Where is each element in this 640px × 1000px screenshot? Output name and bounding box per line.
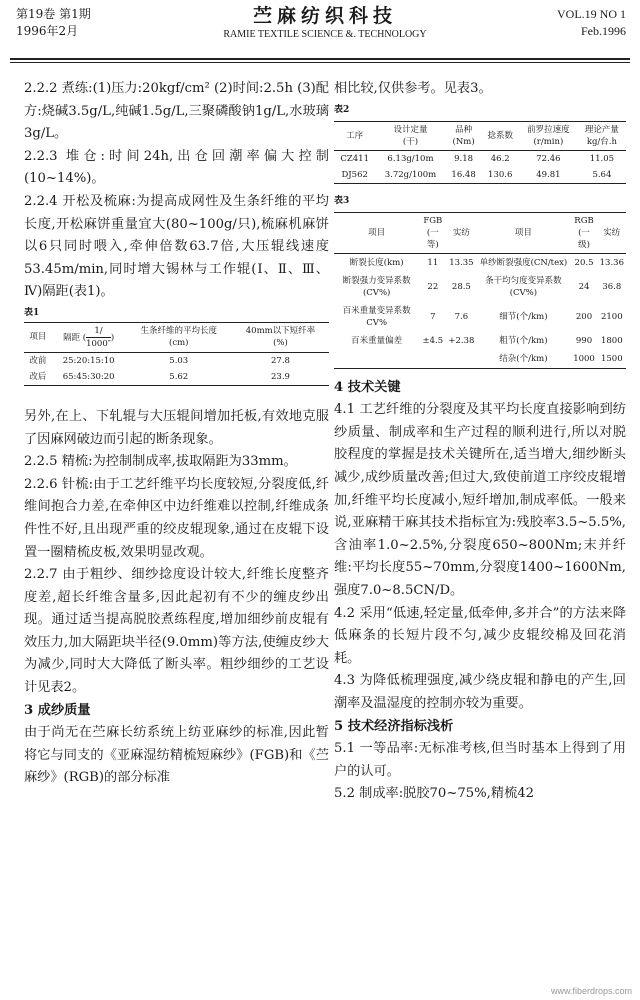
table3-header-label: FGB <box>423 215 443 226</box>
section-heading-3: 3 成纱质量 <box>24 702 91 718</box>
table-cell: 断裂长度(km) <box>349 257 404 268</box>
paragraph-2-2-2: 2.2.2 煮练:(1)压力:20kgf/cm² (2)时间:2.5h (3)配方:烧碱3.5g/L,纯碱1.5g/L,三聚磷酸钠1g/L,水玻璃3g/L。 <box>24 81 329 142</box>
date-cn: 1996年2月 <box>16 24 79 38</box>
section-heading-5: 5 技术经济指标浅析 <box>334 718 454 734</box>
table-cell: 3.72g/100m <box>384 169 437 180</box>
table-cell: 36.8 <box>602 281 622 292</box>
table-cell: 23.9 <box>271 371 290 382</box>
header-rule <box>10 58 630 60</box>
paragraph-3-body: 由于尚无在苎麻长纺系统上纺亚麻纱的标准,因此暂将它与同支的《亚麻湿纺精梳短麻纱》(FGB)和《苎麻纱》(RGB)的部分标准 <box>24 725 329 786</box>
vol-issue-cn: 第19卷 第1期 <box>16 7 91 21</box>
paragraph-2-2-3: 2.2.3 堆仓:时间24h,出仓回潮率偏大控制(10~14%)。 <box>24 148 329 187</box>
fraction-numerator: 1/ <box>86 325 111 338</box>
table-cell: 990 <box>575 335 593 346</box>
table2-header-unit: kg/台.h <box>586 136 617 147</box>
table-cell: 49.81 <box>536 169 561 180</box>
paragraph-4-1: 4.1 工艺纤维的分裂度及其平均长度直接影响到纺纱质量、制成率和生产过程的顺利进行,所以对脱胶程度的掌握是技术关键所在,适当增大,细纱断头减少,成纱质量改善;但过大,致使前道工序绞皮辊增加,纤维平均长度减小,短纤增加,制成率低。一般来说,亚麻精干麻其技术指标宜为:残胶率3.5~5.5%,含油率1.0~2.5%,分裂度650~800Nm;末并纤维:平均长度55~70mm,分裂度1400~1600Nm,强度7.0~8.5CN/D。 <box>334 402 626 598</box>
table-row <box>334 302 626 332</box>
issue-info-en <box>557 6 626 40</box>
header-rule-thin <box>10 62 630 63</box>
paragraph-2-2-6: 2.2.6 针梳:由于工艺纤维平均长度较短,分裂度低,纤维间抱合力差,在牵伸区中边纤维难以控制,纤维成条件性不好,且出现严重的绞皮辊现象,通过在皮辊下设置一圈精梳皮板,效果明显改观。 <box>24 476 329 560</box>
table-cell: 16.48 <box>451 169 476 180</box>
table-cell: +2.38 <box>448 335 475 346</box>
table-cell: 改后 <box>29 371 47 382</box>
table-cell: 200 <box>575 311 593 322</box>
table2-header <box>482 121 519 150</box>
table3-header <box>334 212 419 253</box>
table-cell: ±4.5 <box>422 335 444 346</box>
table3-header-label: 实纺 <box>603 227 621 238</box>
table-cell: 改前 <box>29 355 47 366</box>
table3-header-label: 项目 <box>514 227 532 238</box>
date-en: Feb.1996 <box>581 24 626 38</box>
table-row <box>24 369 329 386</box>
table-cell: 9.18 <box>454 153 474 164</box>
left-column <box>24 78 329 790</box>
paragraph-2-2-4: 2.2.4 开松及梳麻:为提高成网性及生条纤维的平均长度,开松麻饼重量宜大(80~100g/只),梳麻机麻饼以6只同时喂入,牵伸倍数63.7倍,大压辊线速度53.45m/min,同时增大锡林与工作辊(Ⅰ、Ⅱ、Ⅲ、Ⅳ)隔距(表1)。 <box>24 193 329 300</box>
table-cell: 5.03 <box>169 355 189 366</box>
paragraph-2-2-5: 2.2.5 精梳:为控制制成率,拔取隔距为33mm。 <box>24 454 297 470</box>
table-cell: 5.62 <box>169 371 189 382</box>
table-cell: 13.35 <box>449 257 474 268</box>
table2-caption: 表2 <box>334 104 350 115</box>
paragraph-5-1: 5.1 一等品率:无标准考核,但当时基本上得到了用户的认可。 <box>334 741 626 779</box>
table-cell: 5.64 <box>592 169 612 180</box>
table2-header-label: 捻系数 <box>487 130 513 141</box>
table3-header-label: 实纺 <box>452 227 470 238</box>
paragraph-4-3: 4.3 为降低梳理强度,减少绕皮辊和静电的产生,回潮率及温湿度的控制亦较为重要。 <box>334 673 626 711</box>
table-cell: 百米重量偏差 <box>351 335 403 346</box>
table2 <box>334 121 626 184</box>
table3-subhead: (一等) <box>426 227 439 250</box>
table1-header-len-label: 生条纤维的平均长度 <box>140 326 217 337</box>
table2-header-label: 理论产量 <box>584 124 619 135</box>
table-cell: 7 <box>430 311 436 322</box>
table-cell: 65:45:30:20 <box>62 371 115 382</box>
table3-caption: 表3 <box>334 195 350 206</box>
table3-header <box>598 212 626 253</box>
table-cell: 11.05 <box>589 153 615 164</box>
table-cell <box>446 350 476 369</box>
table-cell: 细节(个/km) <box>499 311 548 322</box>
table-row <box>334 150 626 167</box>
table2-header <box>446 121 482 150</box>
table2-header-label: 前罗拉速度 <box>527 124 570 135</box>
table1-header-gap: 隔距 ( $\frac{1/}{1000''}$) <box>63 325 115 349</box>
paragraph-continued: 相比较,仅供参考。见表3。 <box>334 81 492 96</box>
table-cell: 1000 <box>573 353 595 364</box>
table2-header-unit: (干) <box>402 136 419 147</box>
table-cell: 6.13g/10m <box>387 153 434 164</box>
vol-issue-en: VOL.19 NO 1 <box>557 7 626 21</box>
table1-header-short <box>232 322 329 352</box>
table-cell: 72.46 <box>536 153 561 164</box>
table-cell: 27.8 <box>271 355 290 366</box>
table-cell: 7.6 <box>454 311 469 322</box>
table-cell: 条干均匀度变异系数(CV%) <box>485 275 562 298</box>
table-cell: 22 <box>427 281 439 292</box>
table-cell: 百米重量变异系数CV% <box>342 305 411 328</box>
table-row <box>334 253 626 272</box>
table1-header-item: 项目 <box>29 332 47 343</box>
table1-header-short-label: 40mm以下短纤率 <box>245 326 316 337</box>
table2-header-label: 工序 <box>346 130 364 141</box>
table1-header-gap-label: 隔距 <box>63 332 81 343</box>
paragraph-5-2: 5.2 制成率:脱胶70~75%,精梳42 <box>334 786 535 802</box>
fraction-denominator: 1000″ <box>86 338 111 349</box>
table2-header-label: 品种 <box>455 124 473 135</box>
table2-header <box>519 121 578 150</box>
table2-header-unit: (Nm) <box>452 136 475 147</box>
table1 <box>24 322 329 386</box>
table-cell: 1500 <box>600 353 623 364</box>
table3-header-label: RGB <box>574 215 594 226</box>
table-cell: 24 <box>578 281 590 292</box>
table-cell: 2100 <box>600 311 623 322</box>
table1-header-len-unit: (cm) <box>169 338 189 349</box>
table1-gap-fraction <box>86 325 111 350</box>
table-cell: 单纱断裂强度(CN/tex) <box>479 257 568 268</box>
issue-info-cn <box>16 6 91 40</box>
table-cell: 粗节(个/km) <box>499 335 548 346</box>
journal-title-cn: 苎麻纺织科技 <box>252 5 397 27</box>
paragraph-4-2: 4.2 采用“低速,轻定量,低牵伸,多并合”的方法来降低麻条的长短片段不匀,减少皮辊绞棉及回花消耗。 <box>334 605 626 666</box>
table-cell: 25:20:15:10 <box>62 355 115 366</box>
table-cell: DJ562 <box>341 169 368 180</box>
table-cell <box>334 350 419 369</box>
journal-title <box>190 4 460 41</box>
table-row <box>334 332 626 350</box>
table1-header-len <box>126 322 232 352</box>
table2-header <box>578 121 626 150</box>
table-cell: 28.5 <box>451 281 471 292</box>
table-row <box>334 350 626 369</box>
watermark: www.fiberdrops.com <box>550 986 632 996</box>
table1-header-short-unit: (%) <box>273 338 288 349</box>
right-column <box>334 78 626 806</box>
table-cell: 11 <box>427 257 439 268</box>
table3-subhead: (一级) <box>578 227 590 250</box>
paragraph-2-2-7: 2.2.7 由于粗纱、细纱捻度设计较大,纤维长度整齐度差,超长纤维含量多,因此起初有不少的缠皮纱出现。通过适当提高脱胶煮练程度,增加细纱前皮辊有效压力,加大隔距块半径(9.0mm)等方法,使缠皮纱大为减少,同时大大降低了断头率。粗纱细纱的工艺设计见表2。 <box>24 567 329 696</box>
table3 <box>334 212 626 369</box>
section-heading-4: 4 技术关键 <box>334 379 401 395</box>
table-row <box>334 167 626 184</box>
spacer <box>24 392 329 406</box>
table2-header <box>334 121 375 150</box>
table-cell: 13.36 <box>599 257 624 268</box>
table-row <box>334 272 626 302</box>
table-cell: 130.6 <box>488 169 513 180</box>
table3-header <box>446 212 476 253</box>
table3-header <box>476 212 570 253</box>
table-cell <box>419 350 446 369</box>
table-cell: 结杂(个/km) <box>499 353 548 364</box>
table-cell: CZ411 <box>340 153 369 164</box>
table-cell: 46.2 <box>490 153 510 164</box>
table-cell: 20.5 <box>574 257 594 268</box>
table3-header <box>419 212 446 253</box>
table-row <box>24 352 329 369</box>
table2-header <box>375 121 445 150</box>
table3-header <box>570 212 597 253</box>
journal-title-en: RAMIE TEXTILE SCIENCE &. TECHNOLOGY <box>223 29 427 40</box>
table2-header-label: 设计定量 <box>393 124 428 135</box>
table3-header-label: 项目 <box>368 227 386 238</box>
table-cell: 断裂强力变异系数(CV%) <box>342 275 411 298</box>
table-cell: 1800 <box>600 335 623 346</box>
paragraph-additional: 另外,在上、下轧辊与大压辊间增加托板,有效地克服了因麻网破边而引起的断条现象。 <box>24 408 329 447</box>
table1-caption: 表1 <box>24 307 40 318</box>
table2-header-unit: (r/min) <box>533 136 564 147</box>
